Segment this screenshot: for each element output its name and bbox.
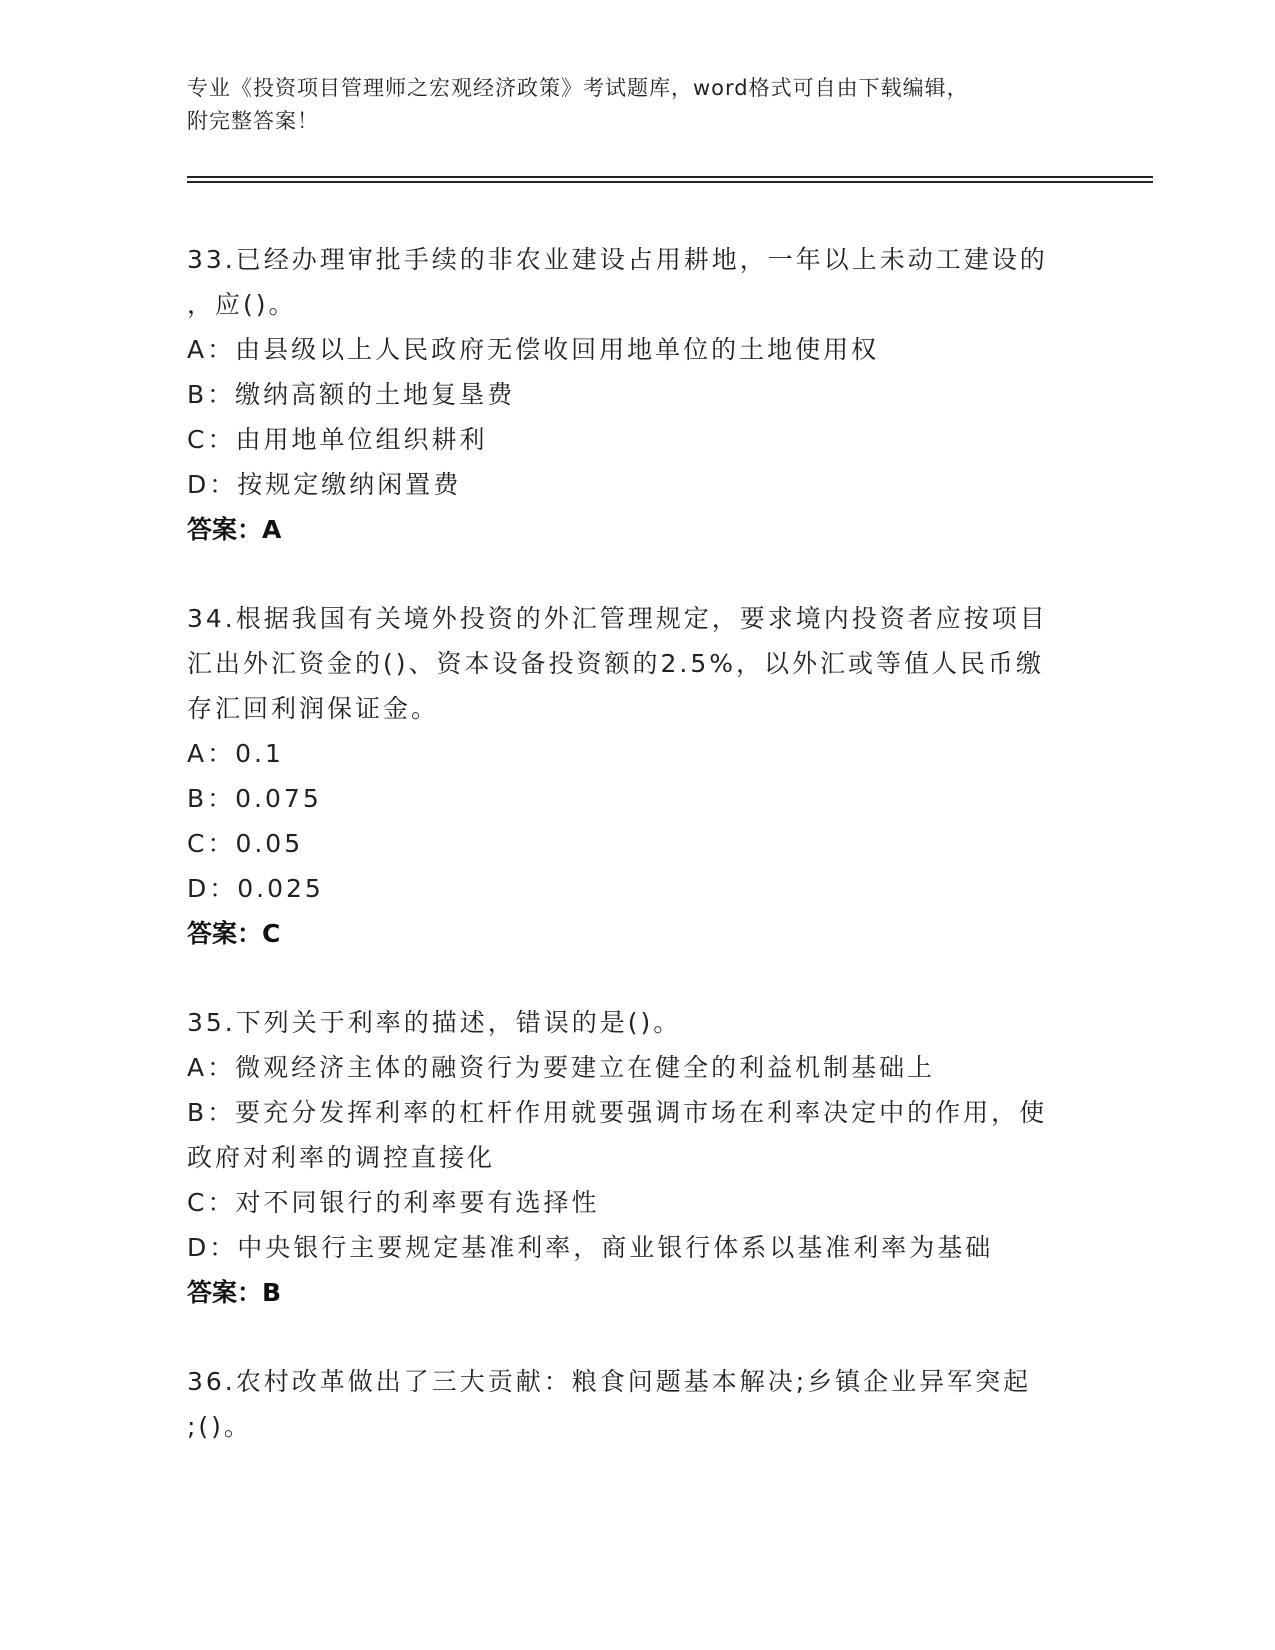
document-header [187, 72, 1067, 138]
answer-label: 答案： [187, 1278, 263, 1307]
option-c: C：0.05 [187, 829, 304, 858]
option-a: A：0.1 [187, 739, 284, 768]
option-b: B：要充分发挥利率的杠杆作用就要强调市场在利率决定中的作用，使 [187, 1098, 1048, 1127]
option-a: A：由县级以上人民政府无偿收回用地单位的土地使用权 [187, 335, 880, 364]
answer-label: 答案： [187, 919, 263, 948]
answer [187, 1270, 1087, 1315]
option-c: C：对不同银行的利率要有选择性 [187, 1188, 600, 1217]
answer-label: 答案： [187, 515, 263, 544]
header-divider-top [187, 176, 1153, 178]
answer [187, 507, 1087, 552]
question-stem-line: 34.根据我国有关境外投资的外汇管理规定，要求境内投资者应按项目 [187, 604, 1048, 633]
question-stem-line: 汇出外汇资金的()、资本设备投资额的2.5%，以外汇或等值人民币缴 [187, 649, 1045, 678]
question-36 [187, 1359, 1087, 1449]
option-d: D：按规定缴纳闲置费 [187, 470, 462, 499]
question-list [187, 237, 1087, 1493]
question-stem-line: 35.下列关于利率的描述，错误的是()。 [187, 1008, 682, 1037]
question-33 [187, 237, 1087, 552]
option-b: B：缴纳高额的土地复垦费 [187, 380, 516, 409]
option-b-continued: 政府对利率的调控直接化 [187, 1143, 496, 1172]
option-d: D：中央银行主要规定基准利率，商业银行体系以基准利率为基础 [187, 1233, 994, 1262]
question-34 [187, 596, 1087, 956]
option-b: B：0.075 [187, 784, 322, 813]
header-line-1: 专业《投资项目管理师之宏观经济政策》考试题库，word格式可自由下载编辑， [187, 76, 969, 100]
question-stem-line: 33.已经办理审批手续的非农业建设占用耕地，一年以上未动工建设的 [187, 245, 1048, 274]
option-c: C：由用地单位组织耕利 [187, 425, 488, 454]
answer [187, 911, 1087, 956]
header-line-2: 附完整答案！ [187, 109, 319, 133]
question-stem-line: ;()。 [187, 1412, 252, 1441]
answer-value: B [262, 1278, 282, 1307]
question-35 [187, 1000, 1087, 1315]
question-stem-line: 存汇回利润保证金。 [187, 694, 440, 723]
question-stem-line: ，应()。 [187, 290, 297, 319]
answer-value: C [262, 919, 281, 948]
option-d: D：0.025 [187, 874, 324, 903]
header-divider-bottom [187, 181, 1153, 183]
option-a: A：微观经济主体的融资行为要建立在健全的利益机制基础上 [187, 1053, 936, 1082]
answer-value: A [262, 515, 282, 544]
question-stem-line: 36.农村改革做出了三大贡献：粮食问题基本解决;乡镇企业异军突起 [187, 1367, 1032, 1396]
